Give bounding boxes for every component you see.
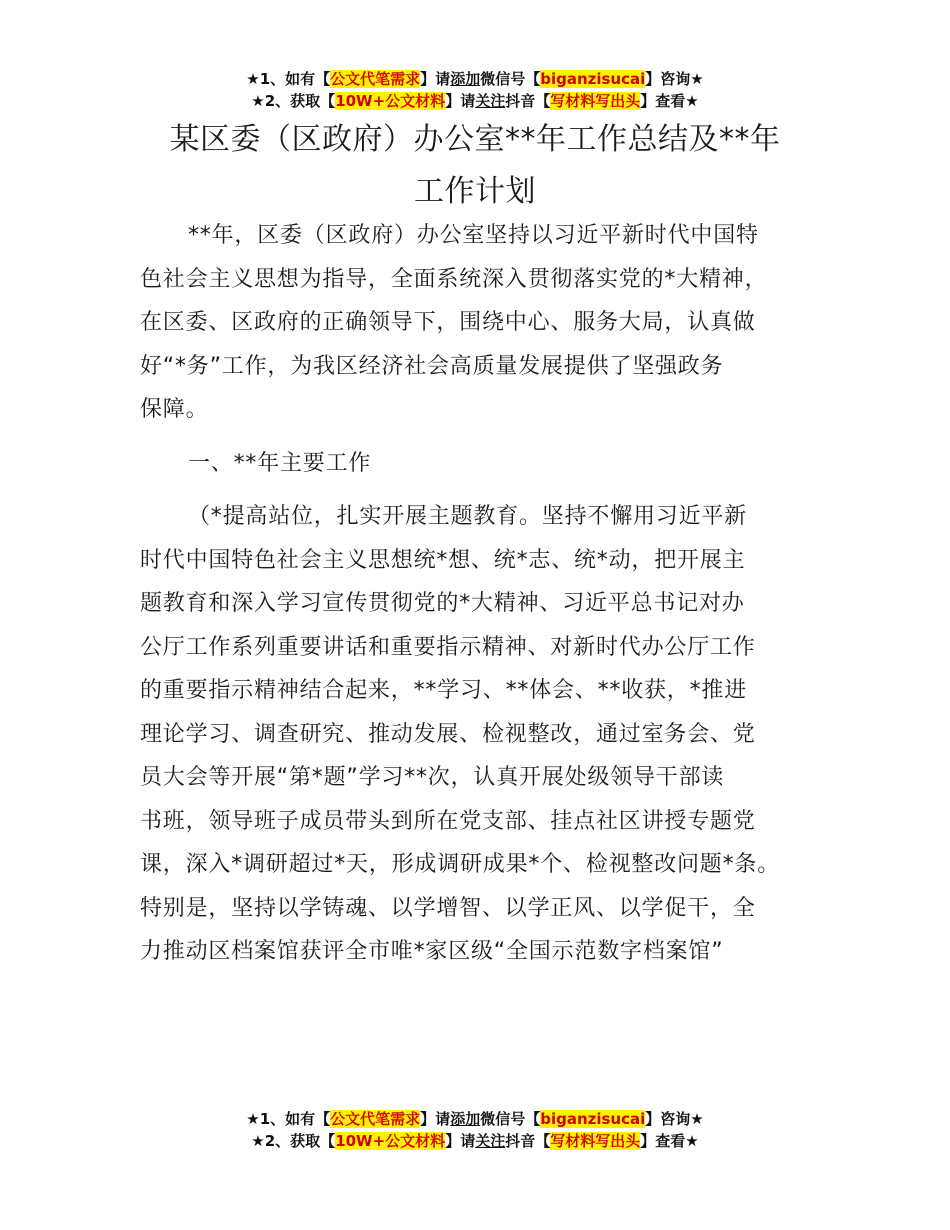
wechat-id: biganzisucai (540, 70, 646, 88)
item-paragraph: （*提高站位，扎实开展主题教育。坚持不懈用习近平新 时代中国特色社会主义思想统*想、统*志、统*动，把开展主 题教育和深入学习宣传贯彻党的*大精神、习近平总书记对办 公厅工作系列重要讲话和重要指示精神、对新时代办公厅工作 的重要指示精神结合起来，**学习、**体会、**收获，*推进 理论学习、调查研究、推动发展、检视整改，通过室务会、党 员大会等开展“第*题”学习**次，认真开展处级领导干部读 书班，领导班子成员带头到所在党支部、挂点社区讲授专题党 课，深入*调研超过*天，形成调研成果*个、检视整改问题*条。 特别是，坚持以学铸魂、以学增智、以学正风、以学促干，全 力推动区档案馆获评全市唯*家区级“全国示范数字档案馆” (140, 504, 781, 964)
highlight-text: 公文代笔需求 (330, 70, 421, 88)
document-body (140, 214, 820, 974)
highlight-text: 10W+公文材料 (335, 1132, 446, 1150)
douyin-account: 写材料写出头 (550, 1132, 641, 1150)
document-title (140, 114, 810, 218)
banner-line-1: ★1、如有【公文代笔需求】请添加微信号【biganzisucai】咨询★ (246, 70, 704, 88)
wechat-id: biganzisucai (540, 1110, 646, 1128)
section-heading: 一、**年主要工作 (188, 450, 372, 476)
header-banner (0, 68, 950, 112)
banner-line-2: ★2、获取【10W+公文材料】请关注抖音【写材料写出头】查看★ (251, 92, 699, 110)
banner-line-1: ★1、如有【公文代笔需求】请添加微信号【biganzisucai】咨询★ (246, 1110, 704, 1128)
intro-paragraph: **年，区委（区政府）办公室坚持以习近平新时代中国特 色社会主义思想为指导，全面系统深入贯彻落实党的*大精神， 在区委、区政府的正确领导下，围绕中心、服务大局，认真做 好“*务”工作，为我区经济社会高质量发展提供了坚强政务 保障。 (140, 223, 768, 422)
highlight-text: 10W+公文材料 (335, 92, 446, 110)
highlight-text: 公文代笔需求 (330, 1110, 421, 1128)
title-line-1: 某区委（区政府）办公室**年工作总结及**年 (169, 122, 781, 157)
banner-line-2: ★2、获取【10W+公文材料】请关注抖音【写材料写出头】查看★ (251, 1132, 699, 1150)
title-line-2: 工作计划 (414, 174, 536, 209)
douyin-account: 写材料写出头 (550, 92, 641, 110)
footer-banner (0, 1108, 950, 1152)
